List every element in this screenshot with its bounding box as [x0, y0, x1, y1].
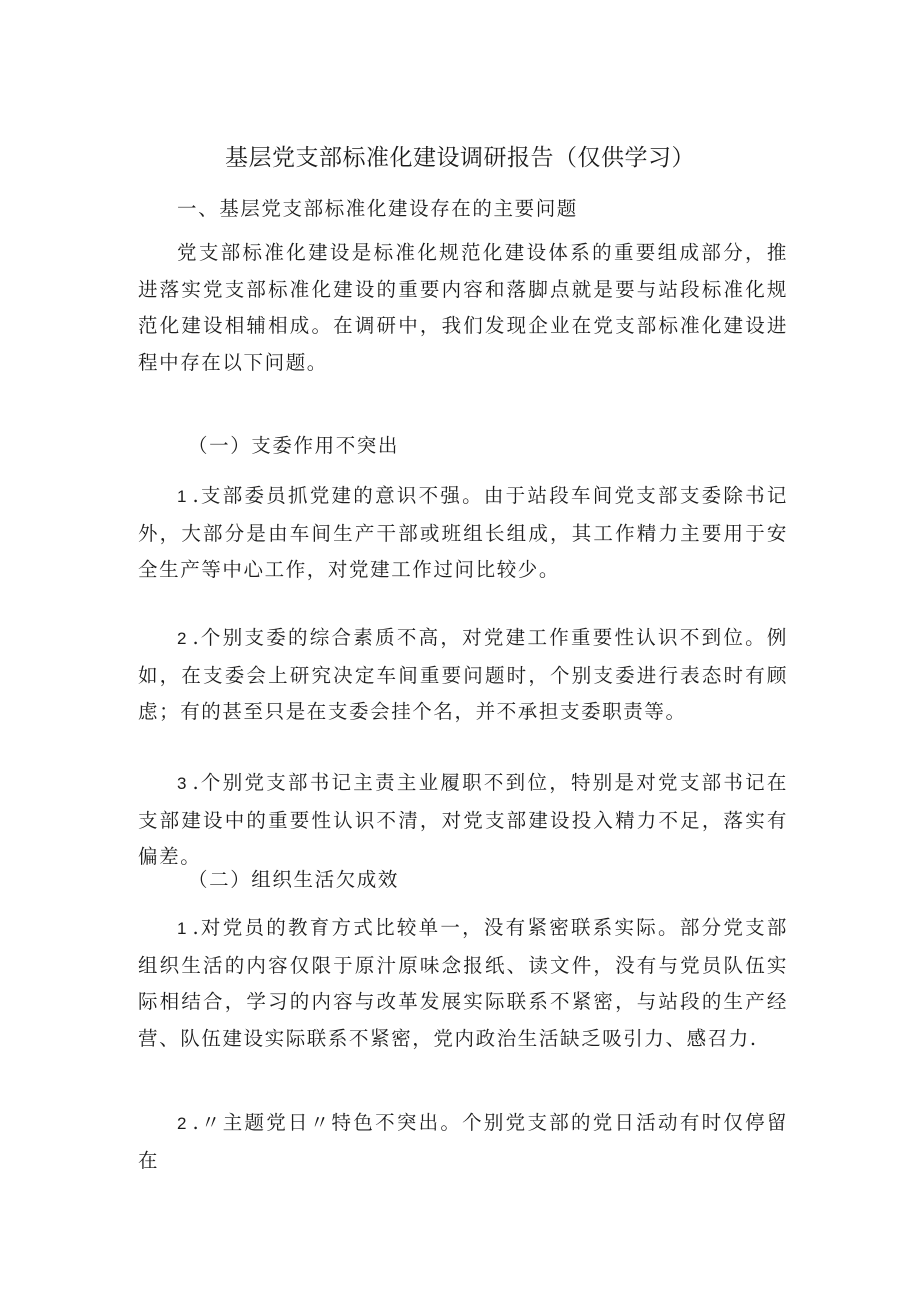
list-item — [138, 765, 788, 876]
list-item — [138, 910, 788, 1057]
item-number: 3 — [177, 774, 187, 793]
intro-paragraph: 党支部标准化建设是标准化规范化建设体系的重要组成部分，推进落实党支部标准化建设的重要内容和落脚点就是要与站段标准化规范化建设相辅相成。在调研中，我们发现企业在党支部标准化建设进程中存在以下问题。 — [138, 241, 788, 374]
section-heading: 一、基层党支部标准化建设存在的主要问题 — [177, 197, 578, 220]
item-text: .对党员的教育方式比较单一，没有紧密联系实际。部分党支部组织生活的内容仅限于原汁原味念报纸、读文件，没有与党员队伍实际相结合，学习的内容与改革发展实际联系不紧密，与站段的生产经营、队伍建设实际联系不紧密，党内政治生活缺乏吸引力、感召力. — [138, 916, 788, 1050]
item-number: 1 — [177, 919, 187, 938]
item-text: .〃主题党日〃特色不突出。个别党支部的党日活动有时仅停留在 — [138, 1111, 788, 1172]
item-text: .个别支委的综合素质不高，对党建工作重要性认识不到位。例如，在支委会上研究决定车间重要问题时，个别支委进行表态时有顾虑；有的甚至只是在支委会挂个名，并不承担支委职责等。 — [138, 626, 788, 723]
subsection-heading-1: （一）支委作用不突出 — [188, 434, 400, 457]
document-title: 基层党支部标准化建设调研报告（仅供学习） — [225, 145, 695, 171]
list-item — [138, 620, 788, 731]
item-number: 1 — [177, 487, 187, 506]
item-number: 2 — [177, 629, 187, 648]
list-item — [138, 478, 788, 589]
item-number: 2 — [177, 1114, 187, 1133]
item-text: .个别党支部书记主责主业履职不到位，特别是对党支部书记在支部建设中的重要性认识不清，对党支部建设投入精力不足，落实有偏差。 — [138, 771, 788, 868]
item-text: .支部委员抓党建的意识不强。由于站段车间党支部支委除书记外，大部分是由车间生产干部或班组长组成，其工作精力主要用于安全生产等中心工作，对党建工作过问比较少。 — [138, 484, 788, 581]
subsection-heading-2: （二）组织生活欠成效 — [188, 868, 400, 891]
list-item — [138, 1105, 788, 1179]
